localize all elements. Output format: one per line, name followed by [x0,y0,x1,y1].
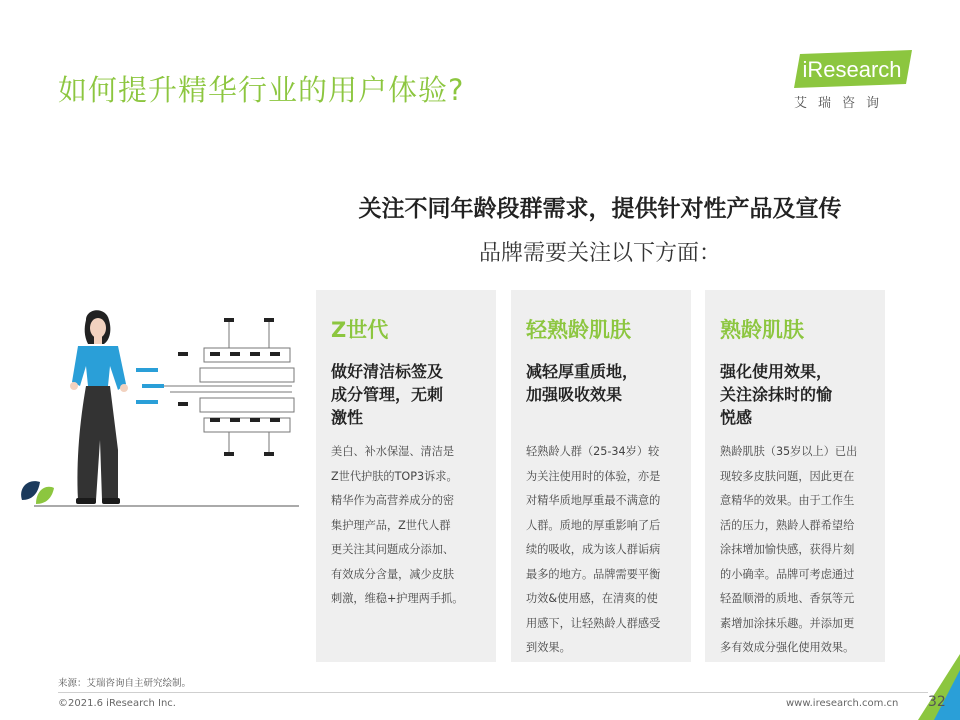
website-link[interactable]: www.iresearch.com.cn [786,698,899,709]
face-shape [90,318,106,338]
page-title: 如何提升精华行业的用户体验? [58,73,465,107]
card-title: Z世代 [331,318,389,342]
card-gen-z [316,290,496,662]
card-mature-skin [705,290,885,662]
headline: 关注不同年龄段群需求，提供针对性产品及宣传 [358,196,842,222]
leaf-icon [36,487,54,504]
card-body: 轻熟龄人群（25-34岁）较 为关注使用时的体验，亦是 对精华质地厚重最不满意的 人群。质地的厚重影响了后 续的吸收，成为该人群诟病 最多的地方。品牌需要平衡 功效&使用感，在清爽的使 用感下，让轻熟龄人群感受 到效果。 [526,445,661,654]
source-note: 来源：艾瑞咨询自主研究绘制。 [58,678,192,689]
logo-mark [790,50,916,88]
page-corner-decoration [900,654,960,720]
card-title: 熟龄肌肤 [720,318,804,342]
woman-illustration [14,300,304,515]
card-subtitle: 做好清洁标签及 成分管理，无刺 激性 [331,362,444,427]
card-young-mature-skin [511,290,691,662]
logo-wordmark: iResearch [802,57,902,82]
footer-divider [58,692,928,693]
copyright: ©2021.6 iResearch Inc. [58,698,176,709]
signal-dash [136,368,158,372]
card-subtitle: 强化使用效果， 关注涂抹时的愉 悦感 [720,362,833,427]
signal-dash [136,400,158,404]
subheadline: 品牌需要关注以下方面： [478,241,721,266]
card-title: 轻熟龄肌肤 [526,318,631,342]
page-number: 32 [928,694,946,710]
logo-subtitle: 艾瑞咨询 [794,96,891,111]
card-subtitle: 减轻厚重质地， 加强吸收效果 [526,362,639,404]
signal-dash [142,384,164,388]
card-body: 熟龄肌肤（35岁以上）已出 现较多皮肤问题，因此更在 意精华的效果。由于工作生 活的压力，熟龄人群希望给 涂抹增加愉快感，获得片刻 的小确幸。品牌可考虑通过 轻盈顺滑的质地、香氛等元 素增加涂抹乐趣。并添加更 多有效成分强化使用效果。 [720,445,858,654]
card-body: 美白、补水保湿、清洁是 Z世代护肤的TOP3诉求。 精华作为高营养成分的密 集护理产品，Z世代人群 更关注其问题成分添加、 有效成分含量，减少皮肤 刺激，维稳+护理两手抓。 [331,445,464,605]
iresearch-logo [790,50,920,120]
pants-shape [77,386,118,500]
blouse-shape [72,346,126,390]
